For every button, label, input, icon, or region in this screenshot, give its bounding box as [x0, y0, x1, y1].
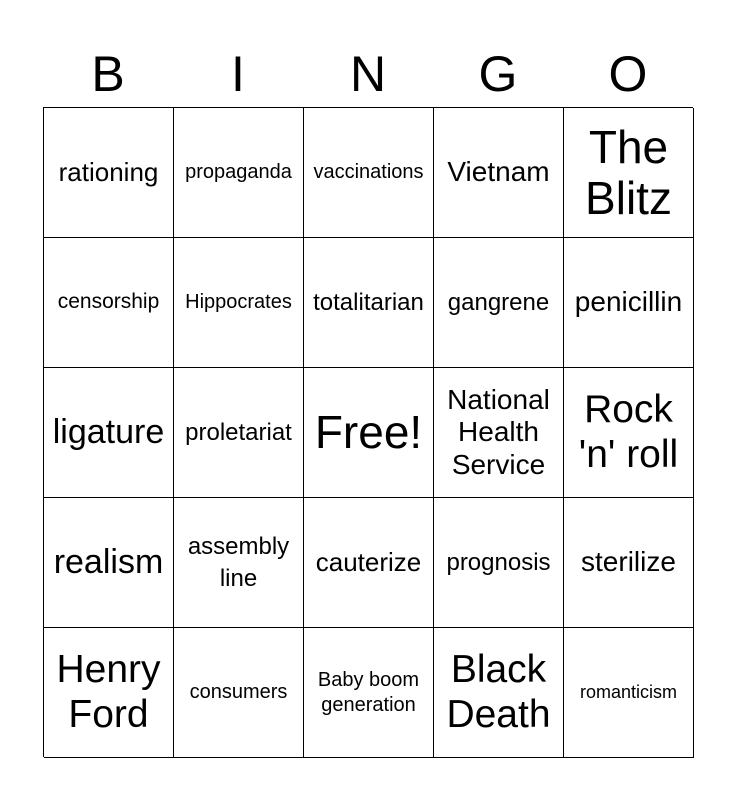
bingo-cell[interactable]: [174, 498, 304, 628]
bingo-cell[interactable]: [564, 108, 694, 238]
header-letter-g: G: [478, 46, 518, 102]
cell-label: The Blitz: [585, 120, 672, 224]
bingo-cell[interactable]: [174, 108, 304, 238]
cell-label: consumers: [189, 681, 288, 703]
bingo-cell[interactable]: [564, 368, 694, 498]
bingo-header: [43, 40, 693, 108]
cell-label: Rock 'n' roll: [578, 387, 679, 476]
bingo-cell[interactable]: [564, 238, 694, 368]
bingo-cell[interactable]: [174, 628, 304, 758]
cell-label: National Health Service: [447, 384, 550, 480]
cell-label: Hippocrates: [185, 291, 292, 313]
bingo-cell[interactable]: [44, 498, 174, 628]
bingo-cell[interactable]: [174, 238, 304, 368]
cell-label: Vietnam: [447, 156, 550, 188]
cell-label: realism: [53, 542, 164, 581]
bingo-cell[interactable]: [434, 368, 564, 498]
free-space-label: Free!: [314, 406, 423, 459]
bingo-cell[interactable]: [44, 368, 174, 498]
bingo-cell[interactable]: [434, 628, 564, 758]
bingo-cell[interactable]: [304, 108, 434, 238]
cell-label: cauterize: [315, 546, 422, 577]
bingo-cell[interactable]: [434, 498, 564, 628]
bingo-cell[interactable]: [434, 108, 564, 238]
cell-label: gangrene: [447, 288, 550, 316]
cell-label: romanticism: [579, 681, 677, 702]
header-letter-i: I: [231, 46, 245, 102]
bingo-cell[interactable]: [304, 498, 434, 628]
bingo-cell[interactable]: [174, 368, 304, 498]
cell-label: Henry Ford: [56, 647, 161, 736]
cell-label: rationing: [58, 156, 159, 187]
header-letter-b: B: [91, 46, 125, 102]
cell-label: Black Death: [446, 647, 551, 736]
bingo-cell[interactable]: [434, 238, 564, 368]
cell-label: ligature: [52, 412, 165, 451]
header-letter-o: O: [608, 46, 648, 102]
bingo-cell[interactable]: [304, 628, 434, 758]
bingo-cell[interactable]: [44, 238, 174, 368]
bingo-cell[interactable]: [304, 238, 434, 368]
bingo-cell[interactable]: [44, 628, 174, 758]
bingo-cell[interactable]: [564, 498, 694, 628]
cell-label: propaganda: [185, 161, 292, 183]
cell-label: prognosis: [446, 548, 551, 576]
cell-label: totalitarian: [313, 288, 424, 316]
free-space-cell[interactable]: [304, 368, 434, 498]
cell-label: sterilize: [581, 546, 676, 578]
cell-label: Baby boom generation: [317, 668, 420, 716]
bingo-card-grid: [43, 107, 693, 757]
cell-label: proletariat: [185, 418, 292, 446]
cell-label: vaccinations: [313, 161, 424, 183]
header-letter-n: N: [349, 46, 387, 102]
cell-label: assembly line: [187, 533, 290, 592]
bingo-cell[interactable]: [564, 628, 694, 758]
cell-label: penicillin: [574, 286, 683, 318]
bingo-cell[interactable]: [44, 108, 174, 238]
cell-label: censorship: [57, 290, 160, 314]
